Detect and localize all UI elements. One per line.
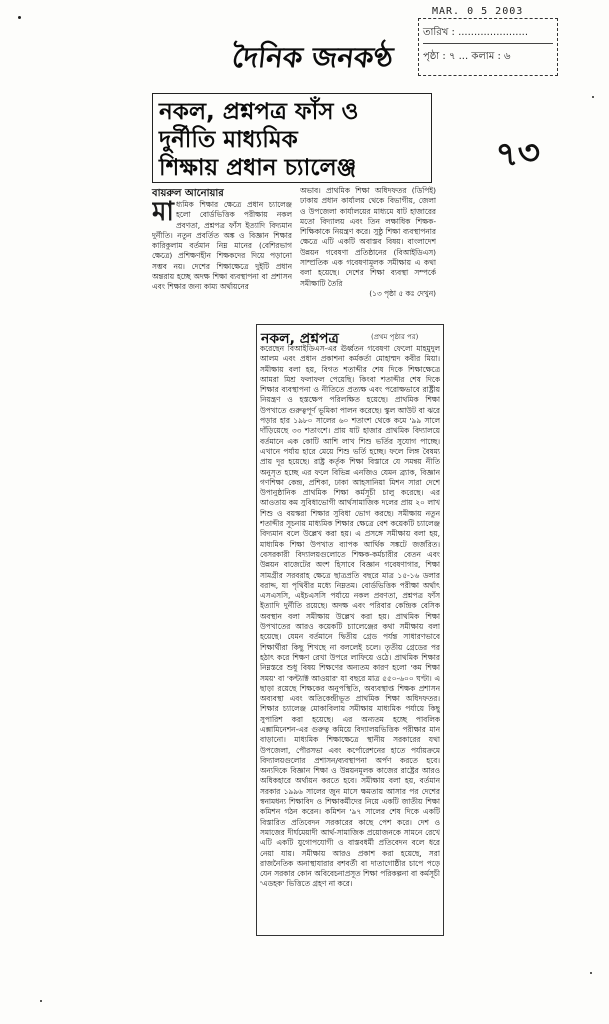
continuation-note: (প্রথম পৃষ্ঠার পর) xyxy=(371,333,419,341)
clip-date-label: তারিখ xyxy=(423,27,449,38)
handwritten-file-number: ৭৩ xyxy=(494,132,542,176)
clip-column-value: ৬ xyxy=(504,51,511,62)
scan-speck xyxy=(18,16,21,19)
continuation-heading: নকল, প্রশ্নপত্র xyxy=(261,331,339,347)
article-right-text: অভাব। প্রাথমিক শিক্ষা অধিদফতর (ডিপিই) ঢাকায় প্রধান কার্যালয় থেকে বিভাগীয়, জেলা ও উপজেলা কার্যালয়ের মাধ্যমে ষাট হাজারের মতো বিদ্যালয় এবং তিন লক্ষাধিক শিক্ষক-শিক্ষিকাকে নিয়ন্ত্রণ করে। সুষ্ঠু শিক্ষা ব্যবস্থাপনার ক্ষেত্রে এটি একটি অবাস্তব বিষয়। বাংলাদেশ উন্নয়ন গবেষণা প্রতিষ্ঠানের (বিআইডিএস) সাম্প্রতিক এক গবেষণামূলক সমীক্ষায় এ কথা বলা হয়েছে। দেশের শিক্ষা ব্যবস্থা সম্পর্কে সমীক্ষাটি তৈরি xyxy=(300,186,436,288)
scan-speck xyxy=(592,96,594,98)
scan-speck xyxy=(40,1000,42,1002)
headline-line-2: দুর্নীতি মাধ্যমিক xyxy=(159,127,298,153)
continued-tag: (১৩ পৃষ্ঠা ৫ কঃ দেখুন) xyxy=(369,288,436,298)
article-column-right xyxy=(300,186,436,310)
clip-page-value: ৭ xyxy=(448,51,456,62)
newspaper-masthead: দৈনিক জনকণ্ঠ xyxy=(230,41,395,74)
clip-page-label: পৃষ্ঠা xyxy=(423,51,440,62)
drop-cap: মা xyxy=(152,200,174,227)
headline-line-3: শিক্ষায় প্রধান চ্যালেঞ্জ xyxy=(159,155,357,181)
byline: বায়রুল আনোয়ার xyxy=(152,188,224,199)
clip-date-row: তারিখ : ...................... xyxy=(423,27,529,38)
headline-line-1: নকল, প্রশ্নপত্র ফাঁস ও xyxy=(159,99,359,125)
article-column-left xyxy=(152,200,292,310)
continuation-body xyxy=(260,344,440,932)
headline-box xyxy=(152,93,432,183)
clip-page-row: পৃষ্ঠা : ৭ ... কলাম : ৬ xyxy=(423,51,511,62)
clip-divider xyxy=(423,43,553,44)
received-date-stamp: MAR. 0 5 2003 xyxy=(432,6,524,17)
article-left-text: ধ্যমিক শিক্ষার ক্ষেত্রে প্রধান চ্যালেঞ্জ হলো বোর্ডভিত্তিক পরীক্ষায় নকল প্রবণতা, প্রশ্নপত্র ফাঁস ইত্যাদি বিদ্যমান দুর্নীতি। নতুন প্রবর্তিত অঙ্ক ও বিজ্ঞান শিক্ষার কারিকুলাম বর্তমান নিম্ন মানের (বেশিরভাগ ক্ষেত্রে) প্রশিক্ষণহীন শিক্ষকদের দিয়ে পড়ানো সম্ভব নয়। দেশের শিক্ষাক্ষেত্রে দুইটি প্রধান অন্তরায় হচ্ছে অদক্ষ শিক্ষা ব্যবস্থাপনা বা প্রশাসন এবং শিক্ষার জন্য কাম্য অর্থায়নের xyxy=(152,200,292,292)
scan-speck xyxy=(590,972,592,974)
clipping-reference-box xyxy=(418,18,558,76)
clip-column-label: কলাম xyxy=(471,51,495,62)
continuation-text: করেছেন বিআইডিএস-এর ঊর্ধ্বতন গবেষণা ফেলো মাহমুদুল আলম এবং প্রধান প্রকাশনা কর্মকর্তা মোহাম্মদ কবীর মিয়া। সমীক্ষায় বলা হয়, বিগত শতাব্দীর শেষ দিকে শিক্ষাক্ষেত্রে আমরা মিশ্র ফলাফল পেয়েছি। কিংবা শতাব্দীর শেষ দিকে শিক্ষার ব্যবস্থাপনা ও নীতিতে প্রত্যক্ষ এবং পরোক্ষভাবে রাষ্ট্রীয় নিয়ন্ত্রণ ও হস্তক্ষেপ পরিলক্ষিত হয়েছে। প্রাথমিক শিক্ষা উপখাতে গুরুত্বপূর্ণ ভূমিকা পালন করেছে। স্কুল আউট বা ঝরে পড়ার হার ১৯৮০ সালের ৬০ শতাংশ থেকে কমে '৯৯ সালে দাঁড়িয়েছে ৩৩ শতাংশে। প্রায় ষাট হাজার প্রাথমিক বিদ্যালয়ে বর্তমানে এক কোটি আশি লাখ শিশু ভর্তির সুযোগ পাচ্ছে। এখানে পর্যায় হারে মেয়ে শিশু ভর্তি হচ্ছে। ফলে লিঙ্গ বৈষম্য প্রায় দূর হয়েছে। রাষ্ট্র কর্তৃক শিক্ষা বিস্তারে যে সমন্বয় নীতি অনুসৃত হচ্ছে এর ফলে বিভিন্ন এনজিও যেমন ব্র্যাক, বিজ্ঞান গণশিক্ষা কেন্দ্র, প্রশিকা, ঢাকা আহসানিয়া মিশন সারা দেশে উপানুষ্ঠানিক প্রাথমিক শিক্ষা কর্মসূচী চালু করেছে। এর আওতায় কম সুবিধাভোগী আর্থসামাজিক দলের প্রায় ২০ লাখ শিশু ও বয়স্করা শিক্ষার সুবিধা ভোগ করছে। সমীক্ষায় নতুন শতাব্দীর সূচনায় মাধ্যমিক শিক্ষার ক্ষেত্রে বেশ কয়েকটি চ্যালেঞ্জ বিদ্যমান বলে উল্লেখ করা হয়। এ প্রসঙ্গে সমীক্ষায় বলা হয়, মাধ্যমিক শিক্ষা উপখাত ব্যাপক আর্থিক সঙ্কটে জর্জরিত। বেসরকারী বিদ্যালয়গুলোতে শিক্ষক-কর্মচারীর বেতন এবং উন্নয়ন বাজেটের অংশ হিসাবে বিজ্ঞান গবেষণাগার, শিক্ষা সামগ্রীর সরবরাহ ক্ষেত্রে ছাত্রপ্রতি বছরে মাত্র ১৫-১৬ ডলার বরাদ্দ, যা পৃথিবীর মধ্যে নিম্নতম। বোর্ডভিত্তিক পরীক্ষা অর্থাৎ এসএসসি, এইচএসসি পর্যায়ে নকল প্রবণতা, প্রশ্নপত্র ফাঁস ইত্যাদি দুর্নীতি রয়েছে। অদক্ষ এবং পরিবার কেন্দ্রিক বেসিক অবস্থান বলা সমীক্ষায় উল্লেখ করা হয়। প্রাথমিক শিক্ষা উপখাতের আরও কয়েকটি চ্যালেঞ্জের কথা সমীক্ষায় বলা হয়েছে। যেমন বর্তমানে দ্বিতীয় গ্রেড পর্যন্ত সাধারণভাবে শিক্ষার্থীরা কিছু শিখছে না বললেই চলে। তৃতীয় গ্রেডের পর হঠাৎ করে শিক্ষণ রেখা উপরে লাফিয়ে ওঠে। প্রাথমিক শিক্ষার নিম্নস্তরে শুধু বিষয় শিক্ষণের অন্যতম কারণ হলো 'কম শিক্ষা সময়' বা 'কন্ট্যাক্ট আওয়ার' যা বছরে মাত্র ৫৫০-৬০০ ঘণ্টা। এ ছাড়া রয়েছে শিক্ষকের অনুপস্থিতি, অব্যবস্থাপ্ত শিক্ষক প্রশাসন অব্যবস্থা এবং অতিকেন্দ্রীভূত প্রাথমিক শিক্ষা অধিদফতর। শিক্ষার চ্যালেঞ্জ মোকাবিলায় সমীক্ষায় মাধ্যমিক পর্যায়ে কিছু সুপারিশ করা হয়েছে। এর অন্যতম হচ্ছে পাবলিক এক্সামিনেশন-এর গুরুত্ব কমিয়ে বিদ্যালয়ভিত্তিক পরীক্ষার মান বাড়ানো। মাধ্যমিক শিক্ষাক্ষেত্রে স্থানীয় সরকারের যথা উপজেলা, পৌরসভা এবং কর্পোরেশনের হাতে পর্যায়ক্রমে বিদ্যালয়গুলোর প্রশাসন/ব্যবস্থাপনা অর্পণ করতে হবে। অন্যদিকে বিজ্ঞান শিক্ষা ও উন্নয়নমূলক কাজের রাষ্ট্রের আরও অধিকহারে অর্থায়ন করতে হবে। সমীক্ষায় বলা হয়, বর্তমান সরকার ১৯৯৬ সালের জুন মাসে ক্ষমতায় আসার পর দেশের স্বনামধন্য শিক্ষাবিদ ও শিক্ষাকর্মীদের নিয়ে একটি জাতীয় শিক্ষা কমিশন গঠন করেন। কমিশন '৯৭ সালের শেষ দিকে একটি বিস্তারিত প্রতিবেদন সরকারের কাছে পেশ করে। দেশ ও সমাজের দীর্ঘমেয়াদী আর্থ-সামাজিক প্রয়োজনকে সামনে রেখে এটি একটি যুগোপযোগী ও বাস্তবধর্মী প্রতিবেদন বলে ধরে নেয়া যায়। সমীক্ষায় আরও প্রকাশ করা হয়েছে, সরা রাজনৈতিক অনাস্থাযারার বশবর্তী বা দাতাগোষ্ঠীর চাপে পড়ে যেন সরকার কোন অবিবেচনাপ্রসূত শিক্ষা পরিকল্পনা বা কর্মসূচী 'এডহক' ভিত্তিতে গ্রহণ না করে। xyxy=(260,344,440,889)
